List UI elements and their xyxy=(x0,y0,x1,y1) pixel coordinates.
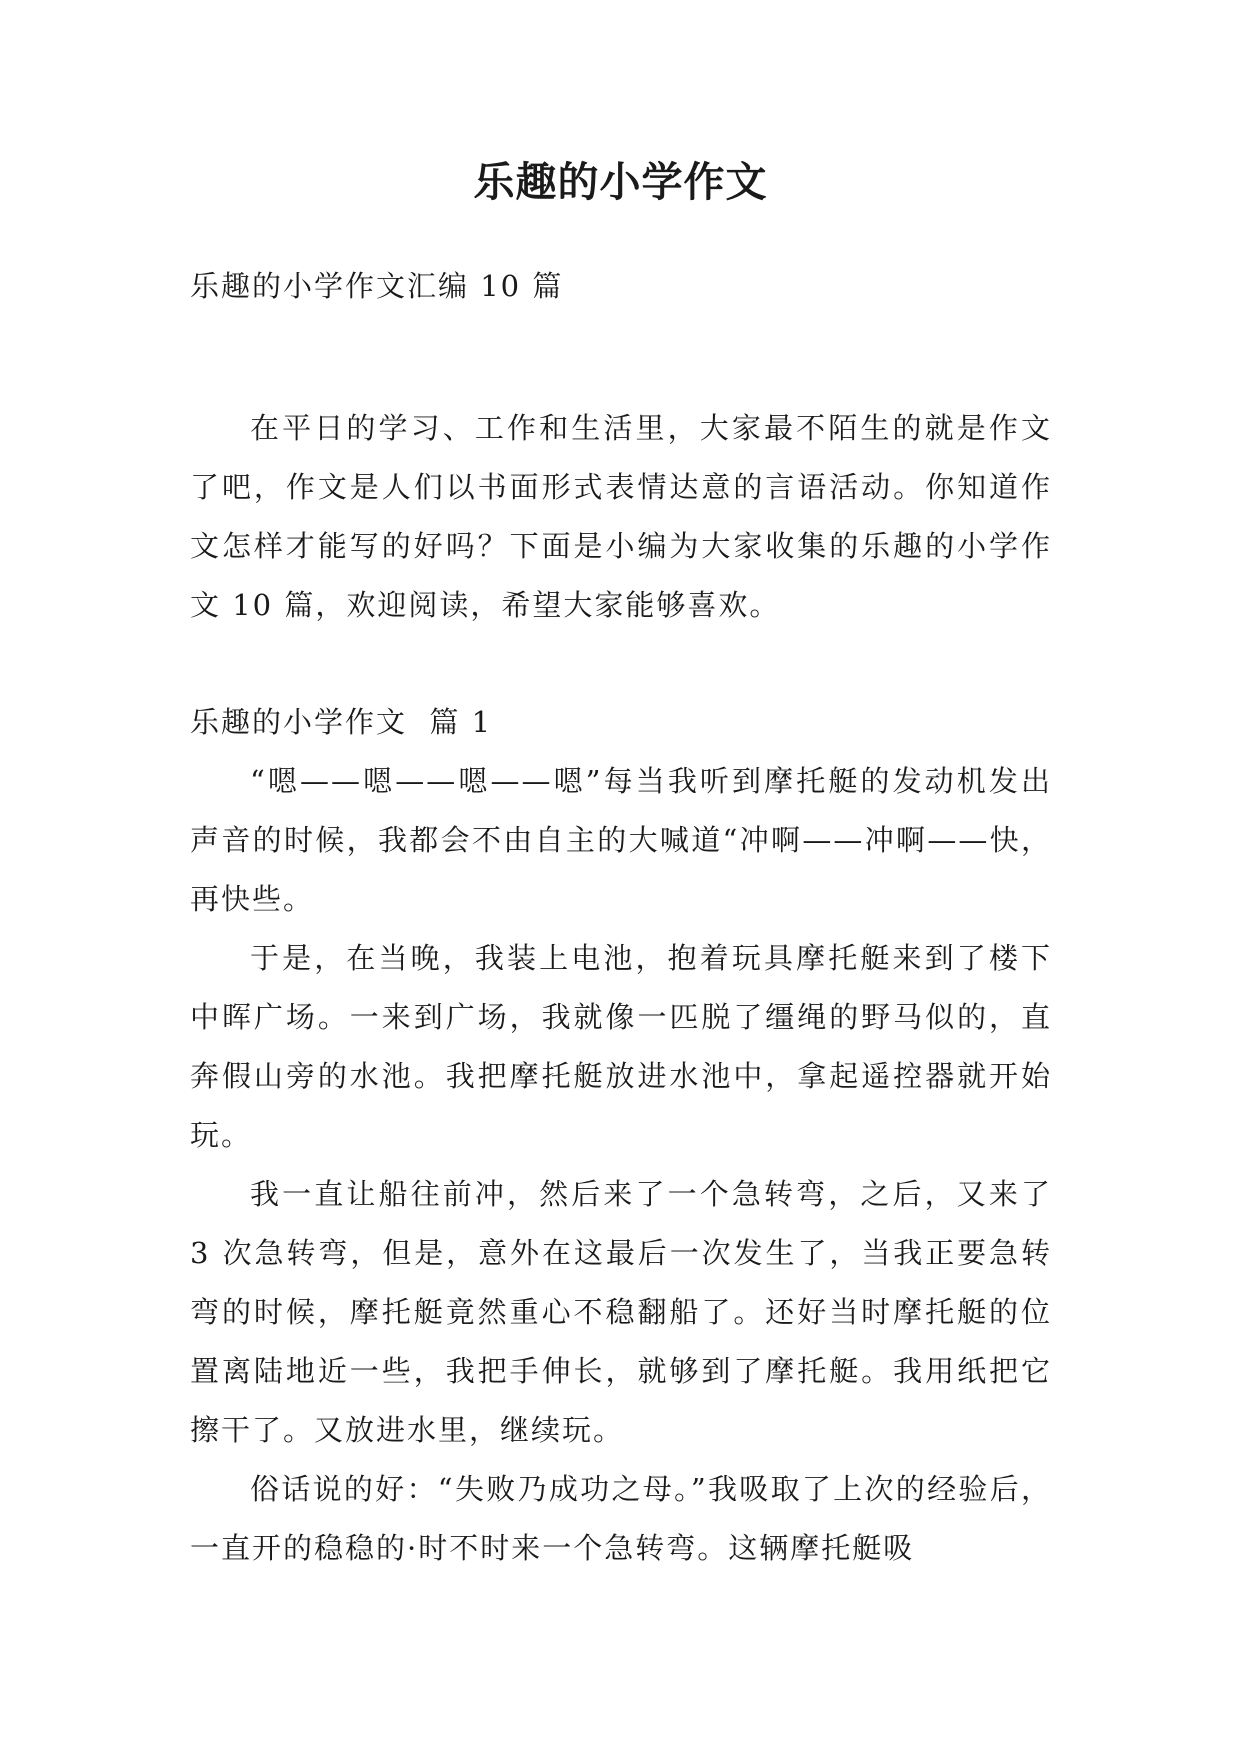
body-paragraph-3: 我一直让船往前冲，然后来了一个急转弯，之后，又来了 3 次急转弯，但是，意外在这最后一次发生了，当我正要急转弯的时候，摩托艇竟然重心不稳翻船了。还好当时摩托艇的位置离陆地近一些，我把手伸长，就够到了摩托艇。我用纸把它擦干了。又放进水里，继续玩。 xyxy=(190,1177,1052,1447)
body-paragraph-2: 于是，在当晚，我装上电池，抱着玩具摩托艇来到了楼下中晖广场。一来到广场，我就像一匹脱了缰绳的野马似的，直奔假山旁的水池。我把摩托艇放进水池中，拿起遥控器就开始玩。 xyxy=(190,941,1052,1152)
body-paragraph-4: 俗话说的好：“失败乃成功之母。”我吸取了上次的经验后，一直开的稳稳的·时不时来一个急转弯。这辆摩托艇吸 xyxy=(190,1472,1052,1565)
intro-paragraph: 在平日的学习、工作和生活里，大家最不陌生的就是作文了吧，作文是人们以书面形式表情达意的言语活动。你知道作文怎样才能写的好吗？下面是小编为大家收集的乐趣的小学作文 10 篇，欢迎阅读，希望大家能够喜欢。 xyxy=(190,411,1052,622)
section-heading: 乐趣的小学作文 篇 1 xyxy=(190,705,493,739)
document-title: 乐趣的小学作文 xyxy=(473,158,768,206)
document-subtitle: 乐趣的小学作文汇编 10 篇 xyxy=(190,269,564,303)
body-paragraph-1: “嗯——嗯——嗯——嗯”每当我听到摩托艇的发动机发出声音的时候，我都会不由自主的大喊道“冲啊——冲啊——快，再快些。 xyxy=(190,764,1052,916)
